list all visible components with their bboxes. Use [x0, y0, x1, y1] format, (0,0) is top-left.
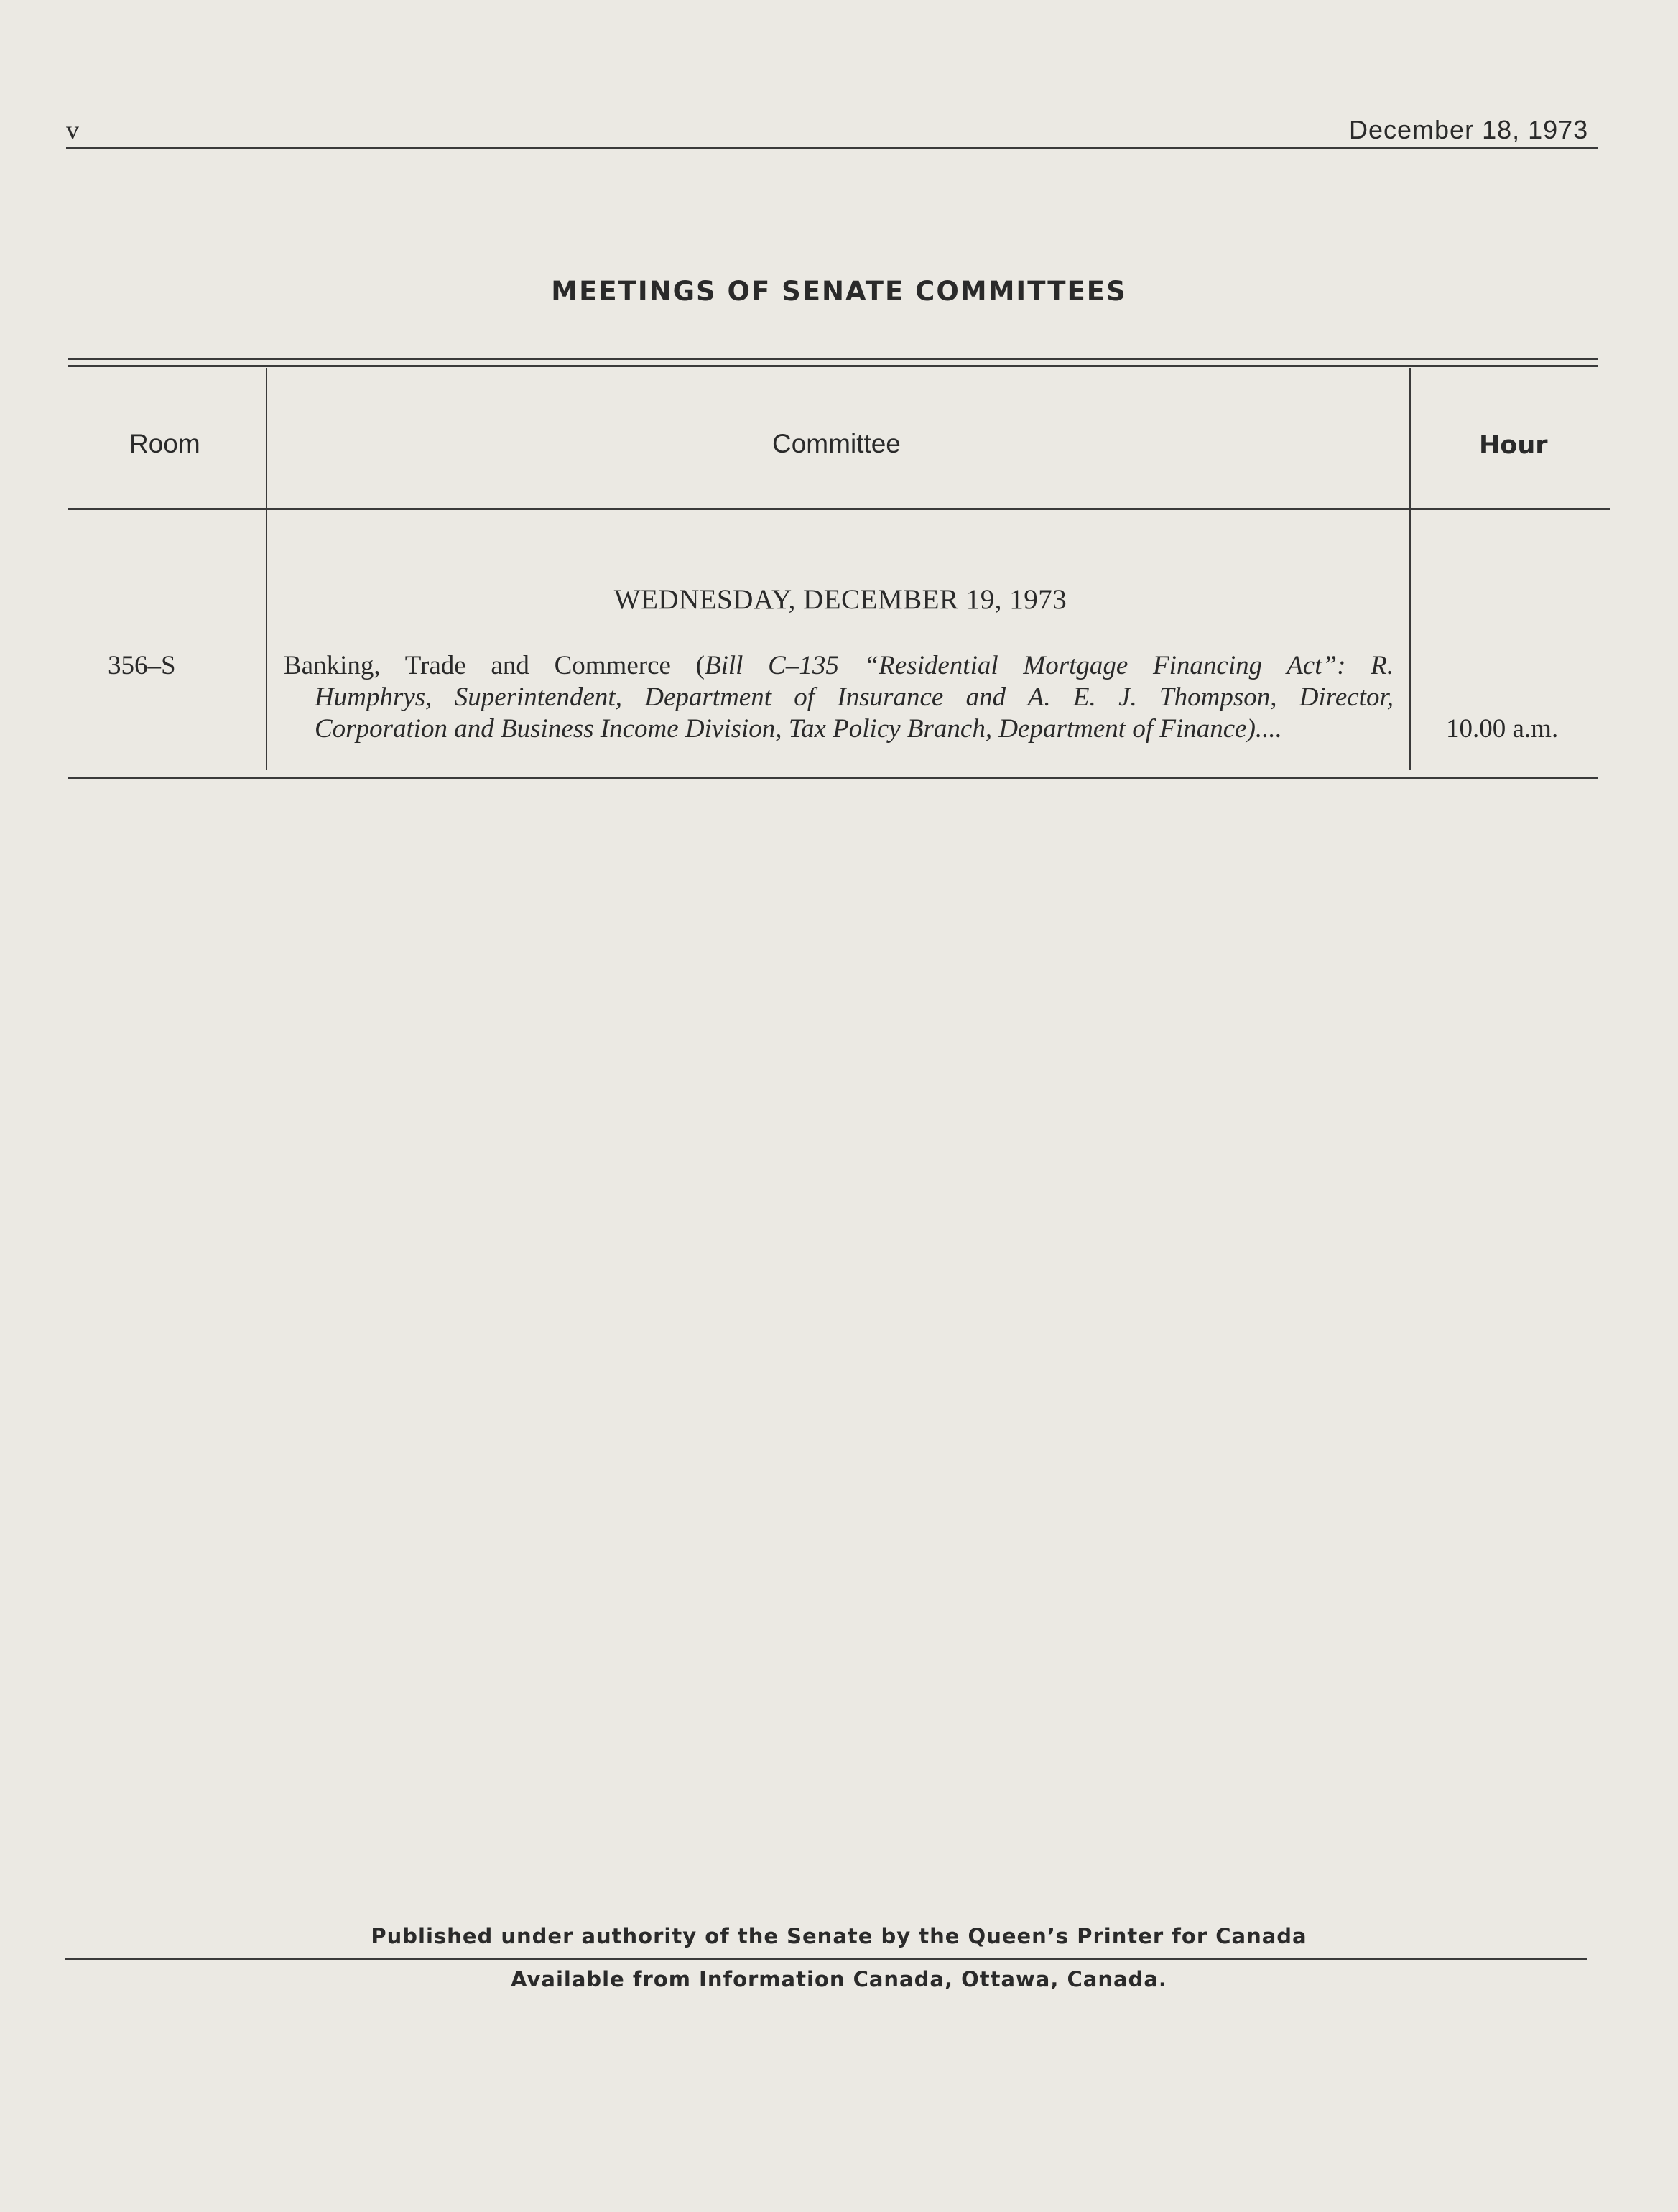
page-title: MEETINGS OF SENATE COMMITTEES	[551, 276, 1127, 307]
header-bottom-rule	[68, 508, 1610, 510]
header-rule	[66, 147, 1598, 149]
committee-line-1-source	[0, 0, 1, 1]
page-date: December 18, 1973	[1349, 115, 1589, 144]
page-number: v	[66, 116, 79, 144]
committee-entry-line-1	[284, 650, 1394, 682]
day-heading: WEDNESDAY, DECEMBER 19, 1973	[613, 584, 1067, 615]
availability-note: Available from Information Canada, Ottawa, Canada.	[511, 1967, 1167, 1991]
column-header-committee: Committee	[772, 429, 901, 458]
committee-name: Banking, Trade and Commerce (Bill C–135 “Residential Mortgage Financing Act”: R.	[284, 651, 1394, 680]
table-top-rule-1	[68, 358, 1598, 360]
column-header-room: Room	[129, 429, 200, 458]
committee-entry-line-3	[315, 713, 1392, 745]
column-divider-left	[266, 368, 267, 770]
committee-witnesses-2: Corporation and Business Income Division, Tax Policy Branch, Department of Finance)....	[315, 714, 1282, 744]
column-header-hour: Hour	[1479, 431, 1548, 460]
table-top-rule-2	[68, 365, 1598, 367]
table-bottom-rule	[68, 777, 1598, 779]
publication-note: Published under authority of the Senate by the Queen’s Printer for Canada	[371, 1924, 1307, 1948]
committee-entry-line-2	[315, 682, 1394, 713]
column-divider-right	[1409, 368, 1411, 770]
committee-witnesses-1: Humphrys, Superintendent, Department of Insurance and A. E. J. Thompson, Director,	[315, 682, 1394, 712]
room-value: 356–S	[108, 651, 176, 680]
hour-value: 10.00 a.m.	[1446, 714, 1559, 744]
footer-rule	[65, 1958, 1587, 1960]
